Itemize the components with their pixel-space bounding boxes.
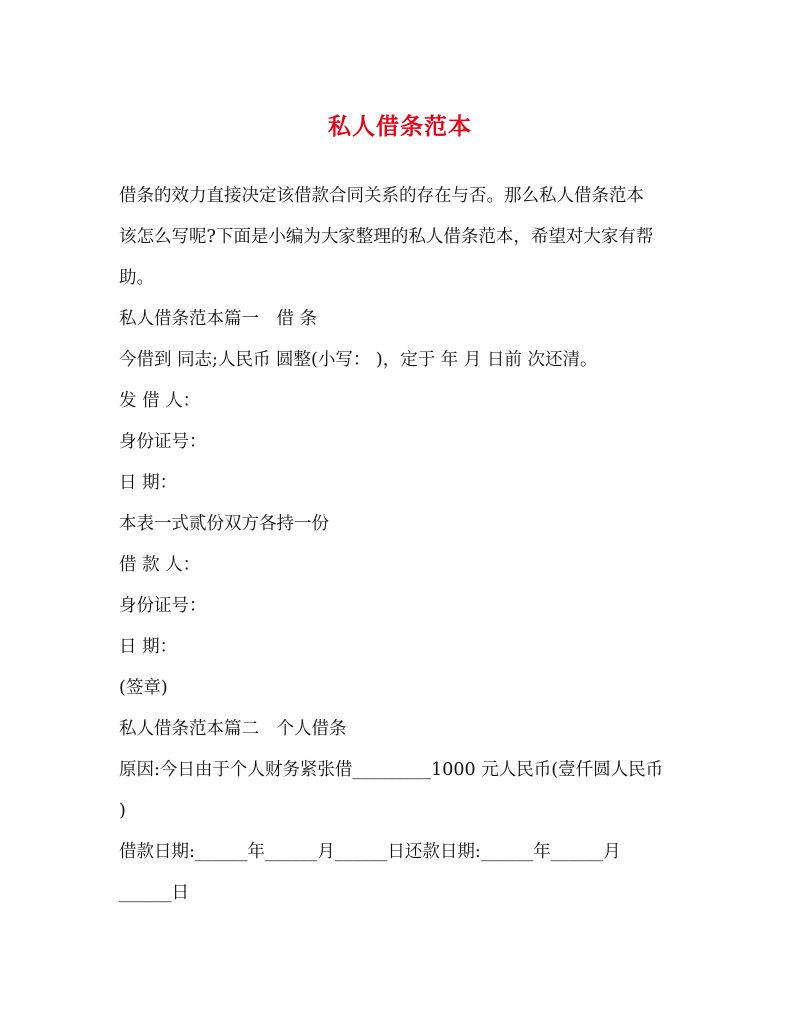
- lender-id-label: 身份证号：: [119, 432, 207, 452]
- borrower-date-label: 日 期：: [119, 637, 178, 657]
- lender-label: 发 借 人：: [119, 391, 201, 411]
- document-body: [119, 176, 689, 914]
- lender-date-label: 日 期：: [119, 473, 178, 493]
- section-heading-2: 私人借条范本篇二 个人借条: [119, 719, 347, 739]
- dates-line-continued: ______日: [119, 883, 189, 903]
- intro-line-1: 借条的效力直接决定该借款合同关系的存在与否。那么私人借条范本: [119, 186, 644, 206]
- reason-line-continued: ): [119, 801, 126, 821]
- seal-label: (签章): [119, 678, 168, 698]
- borrower-id-label: 身份证号：: [119, 596, 207, 616]
- reason-line: 原因:今日由于个人财务紧张借_________1000 元人民币(壹仟圆人民币: [119, 760, 664, 780]
- loan-statement: 今借到 同志;人民币 圆整(小写： )，定于 年 月 日前 次还清。: [119, 350, 598, 370]
- dates-line: 借款日期:______年______月______日还款日期:______年______月: [119, 842, 621, 862]
- borrower-label: 借 款 人：: [119, 555, 201, 575]
- intro-line-2: 该怎么写呢?下面是小编为大家整理的私人借条范本，希望对大家有帮: [119, 227, 654, 247]
- copies-note: 本表一式贰份双方各持一份: [119, 514, 329, 534]
- document-title: 私人借条范本: [328, 113, 472, 140]
- intro-line-3: 助。: [119, 268, 154, 288]
- section-heading-1: 私人借条范本篇一 借 条: [119, 309, 318, 329]
